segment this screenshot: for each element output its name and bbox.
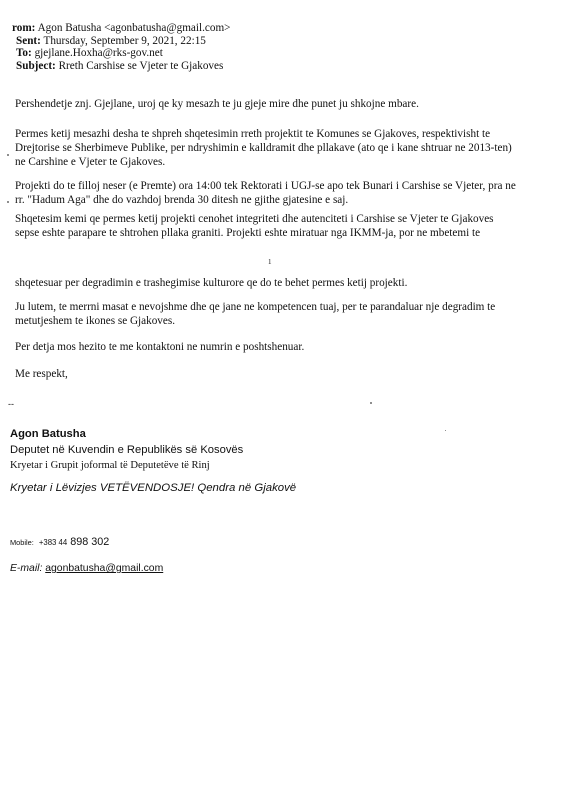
integrity-line-2: sepse eshte parapare te shtrohen pllaka graniti. Projekti eshte miratuar nga IKMM-ja, por ne mbetemi te <box>15 227 481 239</box>
degradation-line: shqetesuar per degradimin e trashegimise kulturore qe do te behet permes ketij projekti. <box>15 277 408 289</box>
from-row <box>12 22 536 35</box>
project-line-1: Projekti do te filloj neser (e Premte) ora 14:00 tek Rektorati i UGJ-se apo tek Bunari i Carshise se Vjeter, pra ne <box>15 180 516 192</box>
closing-paragraph <box>15 367 545 381</box>
contact-line: Per detja mos hezito te me kontaktoni ne numrin e poshtshenuar. <box>15 341 305 353</box>
signature-name: Agon Batusha <box>10 428 86 440</box>
signature-mobile <box>10 536 109 548</box>
page-number: 1 <box>268 258 272 266</box>
project-line-2: rr. "Hadum Aga" dhe do vazhdoj brenda 30 ditesh ne gjithe gjatesine e saj. <box>15 194 349 206</box>
sent-label: Sent: <box>16 34 41 47</box>
sent-row <box>16 35 536 48</box>
signature-group: Kryetar i Grupit joformal të Deputetëve të Rinj <box>10 460 210 471</box>
sent-value: Thursday, September 9, 2021, 22:15 <box>43 34 206 47</box>
concern-line-1: Permes ketij mesazhi desha te shpreh shqetesimin rreth projektit te Komunes se Gjakoves, respektivisht te <box>15 128 491 140</box>
subject-label: Subject: <box>16 59 56 72</box>
subject-row <box>16 60 536 73</box>
to-value: gjejlane.Hoxha@rks-gov.net <box>34 47 163 60</box>
concern-line-3: ne Carshine e Vjeter te Gjakoves. <box>15 156 166 168</box>
email-link[interactable]: agonbatusha@gmail.com <box>45 563 164 574</box>
scan-speck <box>7 154 9 156</box>
greeting-line: Pershendetje znj. Gjejlane, uroj qe ky mesazh te ju gjeje mire dhe punet ju shkojne mbare. <box>15 98 419 110</box>
request-line-1: Ju lutem, te merrni masat e nevojshme dhe qe jane ne kompetencen tuaj, per te parandaluar nje degradim te <box>15 301 496 313</box>
scan-speck <box>370 402 372 404</box>
email-label: E-mail: <box>10 563 43 574</box>
to-row <box>16 47 536 60</box>
project-paragraph <box>15 179 545 207</box>
degradation-paragraph <box>15 276 545 290</box>
email-header <box>12 22 536 72</box>
integrity-line-1: Shqetesim kemi qe permes ketij projekti cenohet integriteti dhe autenciteti i Carshise se Vjeter te Gjakoves <box>15 213 494 225</box>
scan-speck <box>445 430 446 431</box>
request-paragraph <box>15 300 545 328</box>
scan-speck <box>7 201 9 203</box>
mobile-prefix: +383 44 <box>38 538 68 547</box>
subject-value: Rreth Carshise se Vjeter te Gjakoves <box>58 59 224 72</box>
signature-role: Deputet në Kuvendin e Republikës së Kosovës <box>10 444 244 456</box>
mobile-label: Mobile: <box>10 538 34 547</box>
signature-separator: -- <box>8 399 14 409</box>
from-label: rom: <box>12 22 36 34</box>
request-line-2: metutjeshem te ikones se Gjakoves. <box>15 315 176 327</box>
closing-line: Me respekt, <box>15 368 68 380</box>
signature-email <box>10 563 163 574</box>
concern-line-2: Drejtorise se Sherbimeve Publike, per ndryshimin e kalldramit dhe pllakave (ato qe i kane shtruar ne 2013-ten) <box>15 142 512 154</box>
to-label: To: <box>16 47 32 60</box>
concern-paragraph <box>15 127 545 169</box>
from-value: Agon Batusha <agonbatusha@gmail.com> <box>37 22 231 34</box>
signature-party: Kryetar i Lëvizjes VETËVENDOSJE! Qendra në Gjakovë <box>10 482 297 494</box>
greeting-paragraph <box>15 97 545 111</box>
integrity-paragraph <box>15 212 545 240</box>
mobile-number: 898 302 <box>70 536 110 548</box>
contact-paragraph <box>15 340 545 354</box>
